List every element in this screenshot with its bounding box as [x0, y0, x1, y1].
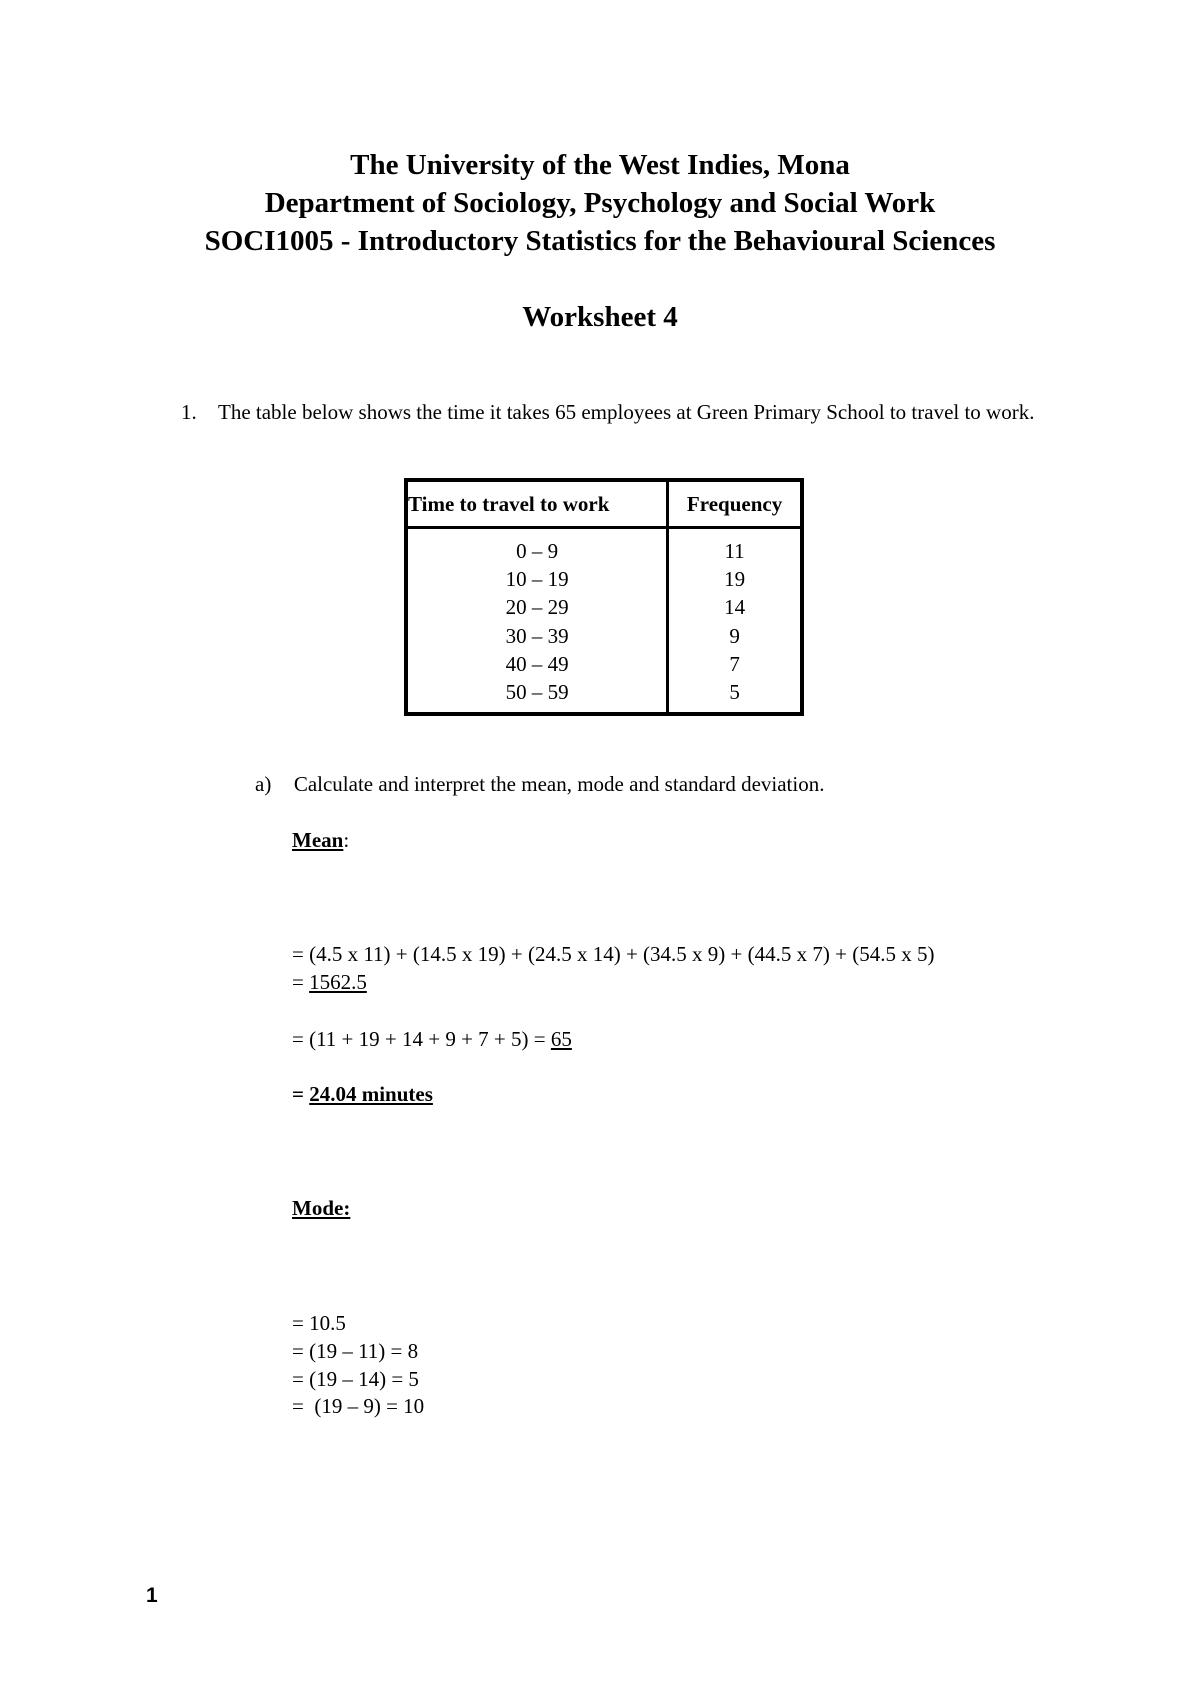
table-cell: 5	[729, 680, 740, 705]
table-cell: 30 – 39	[505, 623, 569, 648]
table-cell: 0 – 9	[516, 539, 559, 563]
question-text: The table below shows the time it takes 65 employees at Green Primary School to travel to work.	[218, 400, 1035, 424]
table-cell: 19	[724, 567, 746, 592]
table-cell: 10 – 19	[505, 567, 569, 592]
mean-result	[292, 1080, 433, 1108]
mode-line-4: = (19 – 9) = 10	[292, 1394, 425, 1418]
mode-line-3: = (19 – 14) = 5	[292, 1367, 419, 1391]
mean-sum-fx-result	[292, 968, 367, 996]
mean-heading-label: Mean	[292, 828, 344, 852]
part-a-text: Calculate and interpret the mean, mode and standard deviation.	[293, 772, 825, 796]
table-cell: 7	[729, 651, 740, 676]
question-number: 1.	[181, 400, 197, 424]
course-title: SOCI1005 - Introductory Statistics for the Behavioural Sciences	[204, 225, 996, 257]
table-cell: 14	[724, 595, 746, 620]
mode-line-1: = 10.5	[292, 1311, 346, 1335]
mean-heading	[292, 826, 349, 854]
frequency-column-values	[668, 528, 802, 715]
mean-heading-colon: :	[343, 828, 350, 852]
mode-line-2: = (19 – 11) = 8	[292, 1339, 419, 1363]
table-header-row	[406, 480, 802, 528]
table-cell: 11	[724, 539, 745, 563]
table-body-row	[406, 528, 802, 715]
mean-sum-f-prefix: = (11 + 19 + 14 + 9 + 7 + 5) =	[292, 1027, 551, 1051]
part-a-label: a)	[255, 772, 272, 796]
table-cell: 50 – 59	[505, 680, 569, 705]
department-title: Department of Sociology, Psychology and Social Work	[264, 187, 936, 219]
column-header-frequency: Frequency	[668, 480, 802, 528]
mean-sum-f-value: 65	[550, 1027, 572, 1051]
document-header	[0, 146, 1200, 260]
mean-sum-f	[292, 1025, 572, 1053]
frequency-table	[404, 478, 804, 716]
mean-sum-fx: = (4.5 x 11) + (14.5 x 19) + (24.5 x 14) + (34.5 x 9) + (44.5 x 7) + (54.5 x 5)	[292, 942, 935, 966]
table-cell: 40 – 49	[505, 651, 569, 676]
mean-result-prefix: =	[292, 1082, 310, 1106]
part-a	[255, 770, 824, 798]
mean-sum-prefix: =	[292, 970, 310, 994]
page-number: 1	[146, 1584, 158, 1607]
table-cell: 20 – 29	[505, 595, 569, 620]
mean-sum-value: 1562.5	[309, 970, 367, 994]
university-title: The University of the West Indies, Mona	[350, 149, 850, 181]
mode-heading: Mode:	[292, 1196, 351, 1220]
mean-result-value: 24.04 minutes	[309, 1082, 433, 1106]
table-cell: 9	[729, 623, 740, 648]
worksheet-title: Worksheet 4	[522, 301, 678, 333]
time-column-values	[406, 528, 668, 715]
column-header-time: Time to travel to work	[406, 480, 668, 528]
